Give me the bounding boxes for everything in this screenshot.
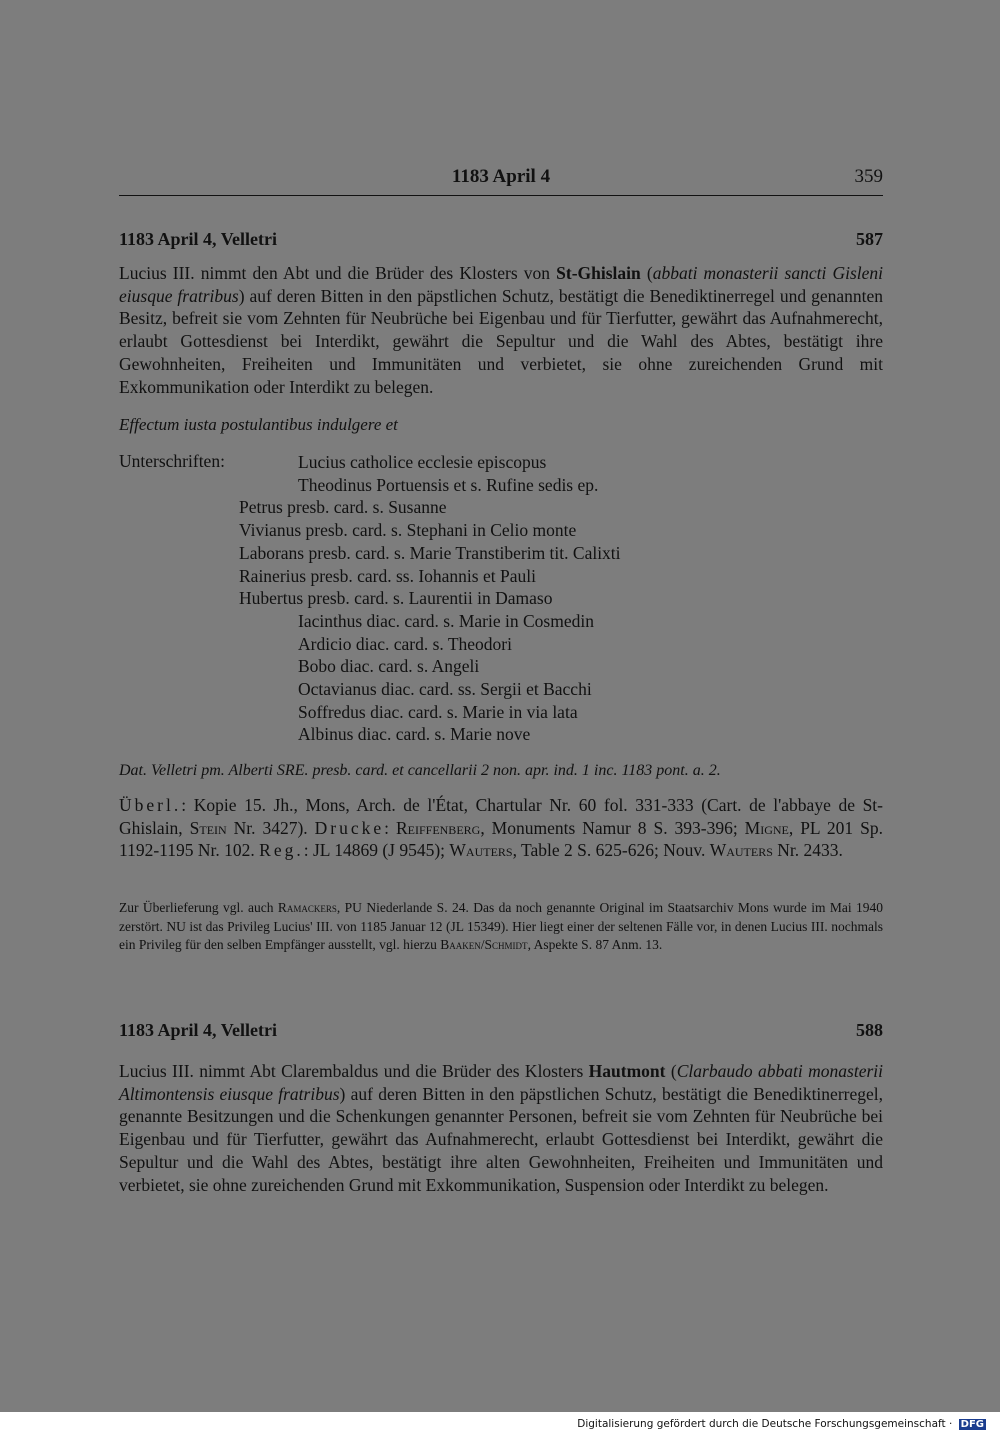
page-number: 359: [854, 166, 883, 187]
regest-part: Lucius III. nimmt den Abt und die Brüder des Klosters von: [119, 263, 557, 283]
subscription-line: Rainerius presb. card. ss. Iohannis et Pauli: [239, 565, 536, 586]
tradition-text: , PL 201 Sp. 1192-1195 Nr. 102.: [119, 817, 883, 860]
dating-clause: Dat. Velletri pm. Alberti SRE. presb. card. et cancellarii 2 non. apr. ind. 1 inc. 1183 pont. a. 2.: [119, 762, 721, 779]
entry-heading: [119, 1020, 883, 1046]
author-name: Migne: [744, 817, 789, 838]
author-name: Stein: [189, 817, 227, 838]
tradition-text: Nr. 2433.: [772, 840, 843, 860]
subscription-line: Octavianus diac. card. ss. Sergii et Bacchi: [298, 679, 592, 700]
note-text: , Aspekte S. 87 Anm. 13.: [527, 937, 663, 952]
tradition-paragraph: [119, 794, 883, 862]
entry-heading: [119, 229, 883, 255]
latin-address: Clarbaudo abbati monasterii Altimontensis eiusque fratribus: [119, 1061, 883, 1104]
subscription-line: Albinus diac. card. s. Marie nove: [298, 724, 531, 745]
entry-date-place: 1183 April 4, Velletri: [119, 229, 278, 249]
note-text: Zur Überlieferung vgl. auch: [119, 900, 278, 915]
tradition-text: Nr. 3427).: [226, 817, 315, 838]
regest-part: ) auf deren Bitten in den päpstlichen Schutz, bestätigt die Benediktinerregel und genannten Besitz, befreit sie vom Zehnten für Neubrüche bei Eigenbau und für Tierfutter, gewährt das Aufnahmerecht, erlaubt Gottesdienst bei Interdikt, gewährt die Sepultur und die Wahl des Abtes, bestätigt ihre Gewohnheiten, Freiheiten und Immunitäten und verbietet, sie ohne zureichenden Grund mit Exkommunikation oder Interdikt zu belegen.: [119, 285, 883, 397]
entry-number: 588: [856, 1020, 883, 1040]
tradition-text: , Monuments Namur 8 S. 393-396;: [480, 817, 745, 838]
regest-part: Lucius III. nimmt Abt Clarembaldus und die Brüder des Klosters: [119, 1061, 589, 1081]
header-rule: [119, 195, 883, 196]
digitization-footer: [577, 1418, 986, 1430]
subscription-line: Vivianus presb. card. s. Stephani in Celio monte: [239, 520, 577, 541]
subscription-line: Iacinthus diac. card. s. Marie in Cosmedin: [298, 610, 594, 631]
prints-label: Drucke: [314, 817, 385, 838]
tradition-text: : Kopie 15. Jh., Mons, Arch. de l'État, Chartular Nr. 60 fol. 331-333 (Cart. de l'abbaye de St-Ghislain,: [119, 795, 883, 838]
regest-part: (: [640, 263, 653, 283]
recipient-name: St-Ghislain: [556, 263, 641, 283]
regest-part: (: [665, 1061, 677, 1081]
author-name: Reiffenberg: [395, 817, 481, 838]
entry-date-place: 1183 April 4, Velletri: [119, 1020, 278, 1040]
incipit: Effectum iusta postulantibus indulgere et: [119, 415, 398, 434]
subscription-line: Laborans presb. card. s. Marie Transtiberim tit. Calixti: [239, 542, 621, 563]
entry-number: 587: [856, 229, 883, 249]
author-name: Wauters: [449, 840, 513, 860]
recipient-name: Hautmont: [588, 1061, 666, 1081]
tradition-text: , Table 2 S. 625-626; Nouv.: [512, 840, 710, 860]
regesta-label: Reg.: [259, 840, 304, 860]
note-text: , PU Niederlande S. 24. Das da noch genannte Original im Staatsarchiv Mons wurde im Mai 1940 zerstört. NU ist das Privileg Lucius' III. von 1185 Januar 12 (JL 15349). Hier liegt einer der seltenen Fälle vor, in denen Lucius III. nochmals ein Privileg für den selben Empfänger ausstellt, vgl. hierzu: [119, 900, 883, 952]
dfg-logo: DFG: [960, 1419, 984, 1430]
running-head-title: 1183 April 4: [451, 166, 551, 187]
regest-part: ) auf deren Bitten in den päpstlichen Schutz, bestätigt die Benediktinerregel, genannte Besitzungen und die Schenkungen genannter Personen, befreit sie vom Zehnten für Neubrüche bei Eigenbau und für Tierfutter, gewährt das Aufnahmerecht, erlaubt Gottesdienst bei Interdikt, gewährt die Sepultur und die Wahl des Abtes, bestätigt ihre alten Gewohnheiten, Freiheiten und Immunitäten und verbietet, sie ohne zureichenden Grund mit Exkommunikation, Suspension oder Interdikt zu belegen.: [119, 1083, 883, 1195]
author-name: Baaken/Schmidt: [440, 937, 528, 952]
subscription-line: Bobo diac. card. s. Angeli: [298, 656, 480, 677]
footer-text: Digitalisierung gefördert durch die Deutsche Forschungsgemeinschaft ·: [577, 1418, 953, 1430]
tradition-text: :: [384, 817, 396, 838]
subscription-line: Theodinus Portuensis et s. Rufine sedis ep.: [298, 474, 599, 495]
latin-address: abbati monasterii sancti Gisleni eiusque fratribus: [119, 263, 884, 306]
subscription-line: Petrus presb. card. s. Susanne: [239, 497, 447, 518]
regest-text: [119, 1060, 883, 1196]
author-name: Ramackers: [277, 900, 337, 915]
subscriptions-list: [119, 451, 883, 746]
author-name: Wauters: [709, 840, 773, 860]
subscriptions-label: Unterschriften:: [119, 451, 225, 471]
running-head: [119, 166, 883, 190]
regest-text: [119, 262, 883, 398]
subscription-line: Ardicio diac. card. s. Theodori: [298, 633, 512, 654]
subscription-line: Lucius catholice ecclesie episcopus: [298, 452, 547, 472]
commentary-note: [119, 899, 883, 955]
subscription-line: Hubertus presb. card. s. Laurentii in Damaso: [239, 588, 553, 609]
tradition-text: : JL 14869 (J 9545);: [303, 840, 450, 860]
subscription-line: Soffredus diac. card. s. Marie in via lata: [298, 701, 578, 722]
tradition-label: Überl.: [119, 795, 182, 815]
